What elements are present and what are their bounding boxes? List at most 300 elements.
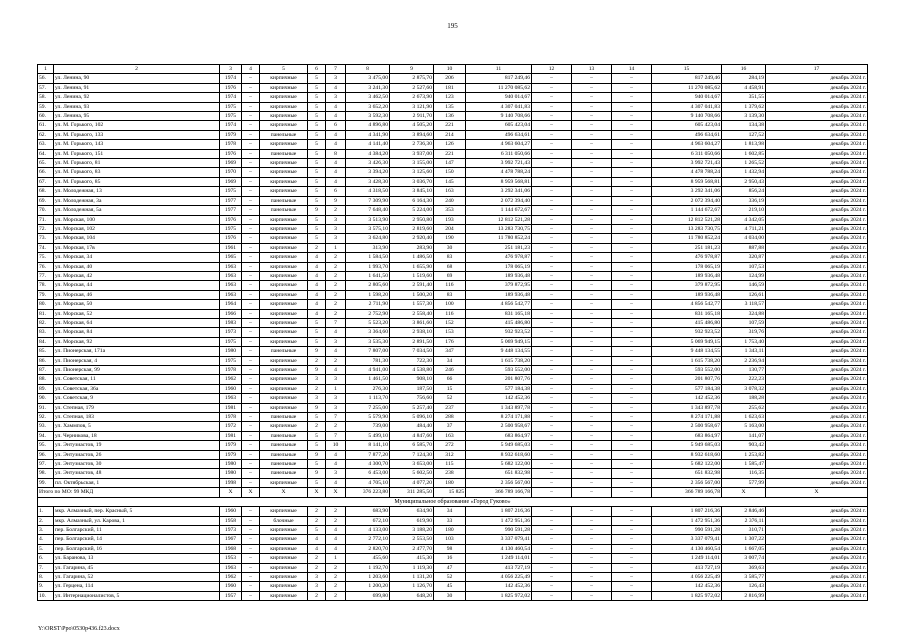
table-cell: 3 462,50: [346, 93, 390, 102]
table-cell: кирпичные: [260, 102, 308, 111]
table-cell: 619,90: [390, 516, 434, 525]
table-cell: –: [572, 478, 612, 487]
table-row: [38, 159, 868, 168]
table-cell: 91.: [38, 403, 54, 412]
table-cell: 5: [308, 140, 326, 149]
table-cell: 3 125,60: [390, 168, 434, 177]
table-cell: декабрь 2024 г.: [766, 159, 868, 168]
header-cell: 12: [532, 65, 572, 74]
table-cell: –: [242, 356, 260, 365]
table-cell: 2 950,43: [722, 177, 766, 186]
table-cell: 9: [308, 450, 326, 459]
table-cell: декабрь 2024 г.: [766, 441, 868, 450]
table-cell: 4 478 788,24: [652, 168, 722, 177]
table-cell: 1960: [220, 507, 242, 516]
table-cell: 415 486,80: [466, 318, 532, 327]
table-cell: ул. Степная, 183: [54, 413, 220, 422]
table-cell: –: [532, 337, 572, 346]
table-cell: ул. Молодежная, 13: [54, 187, 220, 196]
table-cell: –: [532, 591, 572, 600]
table-cell: 1 807 216,36: [466, 507, 532, 516]
table-cell: 3: [326, 469, 346, 478]
table-cell: кирпичные: [260, 140, 308, 149]
table-cell: 1963: [220, 394, 242, 403]
table-cell: –: [572, 140, 612, 149]
table-cell: 476 978,87: [466, 253, 532, 262]
table-row: [38, 347, 868, 356]
table-cell: 1972: [220, 422, 242, 431]
table-cell: 68.: [38, 187, 54, 196]
table-cell: декабрь 2024 г.: [766, 478, 868, 487]
table-cell: –: [242, 121, 260, 130]
table-cell: 1975: [220, 102, 242, 111]
total-cell: 366 789 166,78: [466, 488, 532, 497]
table-cell: 932 923,52: [466, 328, 532, 337]
table-cell: 3: [326, 74, 346, 83]
table-cell: 3 992 721,43: [652, 159, 722, 168]
table-cell: 6: [326, 121, 346, 130]
table-cell: декабрь 2024 г.: [766, 516, 868, 525]
table-cell: кирпичные: [260, 271, 308, 280]
table-cell: –: [572, 366, 612, 375]
table-cell: 7 807,00: [346, 347, 390, 356]
table-cell: –: [532, 535, 572, 544]
table-cell: ул. Ленина, 91: [54, 83, 220, 92]
table-row: [38, 253, 868, 262]
table-cell: 10.: [38, 591, 54, 600]
table-cell: 1979: [220, 130, 242, 139]
table-cell: кирпичные: [260, 83, 308, 92]
table-cell: 1 265,52: [722, 159, 766, 168]
table-cell: 1976: [220, 149, 242, 158]
table-cell: –: [532, 394, 572, 403]
table-cell: –: [532, 74, 572, 83]
table-cell: ул. М. Горького, 102: [54, 121, 220, 130]
table-cell: –: [612, 328, 652, 337]
table-row: [38, 328, 868, 337]
table-row: [38, 112, 868, 121]
table-body: [38, 65, 868, 601]
header-cell: 4: [242, 65, 260, 74]
table-cell: 1979: [220, 441, 242, 450]
table-cell: кирпичные: [260, 394, 308, 403]
table-cell: 5: [308, 196, 326, 205]
table-cell: –: [532, 83, 572, 92]
table-cell: –: [532, 309, 572, 318]
table-row: [38, 318, 868, 327]
table-cell: 831 165,18: [652, 309, 722, 318]
table-cell: 2 236,94: [722, 356, 766, 365]
table-cell: 1966: [220, 309, 242, 318]
table-cell: 37: [434, 422, 466, 431]
table-cell: 193: [434, 215, 466, 224]
table-cell: 4: [326, 168, 346, 177]
table-cell: 1957: [220, 591, 242, 600]
table-cell: 1 126,70: [390, 582, 434, 591]
table-cell: 379 872,95: [652, 281, 722, 290]
table-cell: –: [612, 112, 652, 121]
table-cell: –: [572, 281, 612, 290]
table-cell: 4 896,80: [346, 121, 390, 130]
table-cell: –: [572, 422, 612, 431]
table-cell: 142 452,36: [652, 582, 722, 591]
table-cell: 3 653,00: [390, 460, 434, 469]
table-cell: 9: [308, 403, 326, 412]
table-cell: декабрь 2024 г.: [766, 112, 868, 121]
table-cell: 5 949 685,03: [652, 441, 722, 450]
table-cell: 5 096,10: [390, 413, 434, 422]
table-cell: –: [242, 83, 260, 92]
table-cell: –: [572, 525, 612, 534]
header-cell: 9: [390, 65, 434, 74]
table-cell: 123: [434, 93, 466, 102]
table-cell: 1 113,70: [346, 394, 390, 403]
table-cell: 2: [326, 262, 346, 271]
table-cell: 2 846,46: [722, 507, 766, 516]
table-cell: декабрь 2024 г.: [766, 93, 868, 102]
table-cell: 1 253,82: [722, 450, 766, 459]
table-cell: –: [572, 413, 612, 422]
table-cell: –: [612, 253, 652, 262]
table-cell: 1 379,62: [722, 102, 766, 111]
table-cell: 57.: [38, 83, 54, 92]
table-cell: 3 292 341,06: [466, 187, 532, 196]
table-cell: 2: [308, 591, 326, 600]
table-row: [38, 74, 868, 83]
table-cell: 1 753,40: [722, 337, 766, 346]
table-cell: декабрь 2024 г.: [766, 224, 868, 233]
table-cell: 1 825 972,02: [652, 591, 722, 600]
table-cell: 1963: [220, 563, 242, 572]
table-cell: 347: [434, 347, 466, 356]
table-cell: 5: [308, 431, 326, 440]
table-cell: 1974: [220, 74, 242, 83]
table-cell: ул. Советская, 9: [54, 394, 220, 403]
table-cell: 932 923,52: [652, 328, 722, 337]
table-cell: –: [572, 347, 612, 356]
table-cell: 70.: [38, 206, 54, 215]
table-cell: 83: [434, 253, 466, 262]
table-cell: –: [612, 516, 652, 525]
table-cell: 940 014,67: [652, 93, 722, 102]
table-cell: панельные: [260, 347, 308, 356]
table-cell: 3: [326, 337, 346, 346]
table-cell: –: [532, 112, 572, 121]
table-cell: декабрь 2024 г.: [766, 309, 868, 318]
table-cell: 6 585,70: [390, 441, 434, 450]
table-cell: –: [572, 375, 612, 384]
table-cell: –: [532, 507, 572, 516]
table-cell: ул. М. Горького, 85: [54, 177, 220, 186]
table-cell: 2 356 567,00: [652, 478, 722, 487]
table-cell: кирпичные: [260, 262, 308, 271]
table-cell: 3 241,30: [346, 83, 390, 92]
table-cell: 4: [326, 83, 346, 92]
table-cell: 67.: [38, 177, 54, 186]
table-cell: 142 452,36: [466, 582, 532, 591]
table-cell: 2: [308, 563, 326, 572]
table-cell: –: [242, 309, 260, 318]
table-cell: –: [532, 403, 572, 412]
table-cell: кирпичные: [260, 507, 308, 516]
table-cell: 2 820,70: [346, 544, 390, 553]
table-cell: кирпичные: [260, 582, 308, 591]
table-cell: –: [612, 309, 652, 318]
table-cell: кирпичные: [260, 366, 308, 375]
table-cell: 651 832,98: [652, 469, 722, 478]
table-cell: –: [612, 149, 652, 158]
table-cell: 12 812 521,28: [652, 215, 722, 224]
table-cell: 68: [434, 262, 466, 271]
table-cell: 52: [434, 572, 466, 581]
total-cell: Х: [308, 488, 326, 497]
table-cell: ул. Энтузиастов, 26: [54, 450, 220, 459]
table-cell: 284,19: [722, 74, 766, 83]
table-cell: декабрь 2024 г.: [766, 544, 868, 553]
table-cell: 1 623,63: [722, 413, 766, 422]
table-cell: 2: [326, 582, 346, 591]
table-cell: 240: [434, 196, 466, 205]
table-cell: –: [572, 112, 612, 121]
table-cell: –: [242, 431, 260, 440]
table-cell: –: [532, 243, 572, 252]
table-cell: кирпичные: [260, 384, 308, 393]
table-cell: 1 200,20: [346, 582, 390, 591]
header-cell: 16: [722, 65, 766, 74]
table-cell: 1 557,30: [390, 300, 434, 309]
table-cell: 3 121,90: [390, 102, 434, 111]
table-cell: 9: [308, 206, 326, 215]
table-cell: –: [242, 337, 260, 346]
table-cell: –: [612, 140, 652, 149]
table-cell: 1 131,20: [390, 572, 434, 581]
table-cell: 3 652,20: [346, 102, 390, 111]
table-cell: –: [572, 516, 612, 525]
table-cell: 5: [308, 413, 326, 422]
table-cell: 222,23: [722, 375, 766, 384]
table-cell: 1958: [220, 516, 242, 525]
table-cell: декабрь 2024 г.: [766, 347, 868, 356]
table-cell: –: [612, 74, 652, 83]
table-cell: –: [532, 281, 572, 290]
table-cell: 4: [308, 300, 326, 309]
table-cell: 593 552,00: [466, 366, 532, 375]
table-cell: ул. Пионерская, 99: [54, 366, 220, 375]
table-cell: 3 937,00: [390, 149, 434, 158]
table-cell: 8 141,10: [346, 441, 390, 450]
table-cell: 1964: [220, 300, 242, 309]
table-cell: 351,55: [722, 93, 766, 102]
table-cell: –: [242, 215, 260, 224]
table-cell: панельные: [260, 206, 308, 215]
table-cell: –: [572, 93, 612, 102]
table-cell: 8 959 568,81: [466, 177, 532, 186]
table-cell: 593 552,00: [652, 366, 722, 375]
table-cell: –: [612, 262, 652, 271]
table-cell: кирпичные: [260, 572, 308, 581]
table-cell: 1973: [220, 328, 242, 337]
table-cell: 134,38: [722, 121, 766, 130]
table-cell: –: [572, 290, 612, 299]
table-cell: –: [612, 130, 652, 139]
table-cell: –: [532, 102, 572, 111]
table-cell: 577 184,38: [652, 384, 722, 393]
table-cell: пер. Болгарский, 16: [54, 544, 220, 553]
table-cell: –: [532, 469, 572, 478]
table-cell: 605 423,04: [466, 121, 532, 130]
table-cell: 99.: [38, 478, 54, 487]
table-cell: ул. Морская, 40: [54, 262, 220, 271]
table-cell: 136: [434, 112, 466, 121]
table-cell: 3: [326, 403, 346, 412]
table-cell: –: [572, 243, 612, 252]
table-cell: 181: [434, 83, 466, 92]
table-cell: 5: [308, 102, 326, 111]
table-cell: панельные: [260, 431, 308, 440]
table-cell: 11 270 085,62: [652, 83, 722, 92]
table-cell: 73.: [38, 234, 54, 243]
table-cell: –: [612, 196, 652, 205]
table-cell: 605 423,04: [652, 121, 722, 130]
table-cell: 116,35: [722, 469, 766, 478]
table-cell: 324,88: [722, 309, 766, 318]
table-cell: 255,62: [722, 403, 766, 412]
table-cell: кирпичные: [260, 300, 308, 309]
table-cell: 2: [326, 253, 346, 262]
table-cell: –: [242, 290, 260, 299]
table-cell: 2: [326, 309, 346, 318]
table-cell: 98: [434, 544, 466, 553]
table-cell: 115: [434, 460, 466, 469]
table-cell: 484,40: [390, 422, 434, 431]
table-cell: 5: [308, 112, 326, 121]
table-cell: декабрь 2024 г.: [766, 83, 868, 92]
table-cell: 30: [434, 591, 466, 600]
table-row: [38, 535, 868, 544]
table-cell: кирпичные: [260, 318, 308, 327]
table-cell: –: [242, 300, 260, 309]
table-cell: ул. Советская, 36а: [54, 384, 220, 393]
table-cell: 1968: [220, 544, 242, 553]
table-cell: 4 130 460,54: [466, 544, 532, 553]
table-cell: ул. Интернационалистов, 5: [54, 591, 220, 600]
table-cell: –: [532, 478, 572, 487]
table-cell: 188,28: [722, 394, 766, 403]
table-cell: 2 591,40: [390, 281, 434, 290]
header-cell: 8: [346, 65, 390, 74]
table-cell: декабрь 2024 г.: [766, 469, 868, 478]
table-cell: –: [532, 356, 572, 365]
table-cell: 8.: [38, 572, 54, 581]
table-cell: 283,90: [390, 243, 434, 252]
table-cell: 2: [308, 243, 326, 252]
table-cell: 1 249 114,01: [652, 554, 722, 563]
table-cell: 126,61: [722, 290, 766, 299]
table-cell: –: [572, 177, 612, 186]
table-cell: 2 356 567,00: [466, 478, 532, 487]
table-cell: 180: [434, 478, 466, 487]
table-cell: –: [612, 234, 652, 243]
table-cell: 353: [434, 206, 466, 215]
table-cell: 2 072 394,40: [466, 196, 532, 205]
table-row: [38, 572, 868, 581]
table-cell: 4: [308, 271, 326, 280]
table-cell: кирпичные: [260, 375, 308, 384]
table-cell: 903,42: [722, 441, 766, 450]
table-cell: –: [242, 187, 260, 196]
table-row: [38, 441, 868, 450]
table-cell: 5: [308, 74, 326, 83]
table-cell: 1975: [220, 356, 242, 365]
table-cell: 1977: [220, 206, 242, 215]
table-cell: декабрь 2024 г.: [766, 281, 868, 290]
table-cell: 1976: [220, 234, 242, 243]
table-cell: 577,99: [722, 478, 766, 487]
table-cell: 1: [326, 554, 346, 563]
table-cell: 2 920,40: [390, 234, 434, 243]
table-cell: кирпичные: [260, 177, 308, 186]
table-cell: –: [572, 74, 612, 83]
table-cell: 3 585,77: [722, 572, 766, 581]
table-cell: 1 584,50: [346, 253, 390, 262]
table-cell: декабрь 2024 г.: [766, 187, 868, 196]
table-cell: 2: [326, 572, 346, 581]
table-cell: 52: [434, 394, 466, 403]
table-cell: 59.: [38, 102, 54, 111]
table-cell: 107,53: [722, 262, 766, 271]
table-cell: панельные: [260, 450, 308, 459]
table-cell: 1975: [220, 224, 242, 233]
table-cell: 16: [434, 554, 466, 563]
table-cell: –: [612, 300, 652, 309]
table-cell: ул. Морская, 42: [54, 271, 220, 280]
table-cell: 4 538,80: [390, 366, 434, 375]
table-cell: кирпичные: [260, 525, 308, 534]
table-cell: 4 342,05: [722, 215, 766, 224]
table-cell: декабрь 2024 г.: [766, 140, 868, 149]
total-cell: –: [532, 488, 572, 497]
total-cell: Х: [260, 488, 308, 497]
table-cell: 2 891,50: [390, 337, 434, 346]
table-row: [38, 544, 868, 553]
table-row: [38, 591, 868, 600]
header-cell: 3: [220, 65, 242, 74]
table-cell: 887,88: [722, 243, 766, 252]
table-cell: декабрь 2024 г.: [766, 356, 868, 365]
table-cell: 4 307 041,83: [652, 102, 722, 111]
table-cell: 1 655,90: [390, 262, 434, 271]
table-row: [38, 281, 868, 290]
table-cell: 189 936,48: [652, 271, 722, 280]
total-cell: Х: [766, 488, 868, 497]
table-cell: 3: [326, 224, 346, 233]
table-cell: 310,71: [722, 525, 766, 534]
table-cell: 415,30: [390, 554, 434, 563]
table-cell: 1980: [220, 347, 242, 356]
table-row: [38, 300, 868, 309]
table-cell: 3 292 341,06: [652, 187, 722, 196]
table-cell: –: [242, 375, 260, 384]
header-cell: 7: [326, 65, 346, 74]
table-row: [38, 413, 868, 422]
table-cell: 4: [326, 347, 346, 356]
table-cell: 2 911,70: [390, 112, 434, 121]
table-row: [38, 337, 868, 346]
table-cell: 83: [434, 290, 466, 299]
table-cell: 7: [326, 413, 346, 422]
table-cell: –: [572, 460, 612, 469]
table-cell: –: [612, 224, 652, 233]
